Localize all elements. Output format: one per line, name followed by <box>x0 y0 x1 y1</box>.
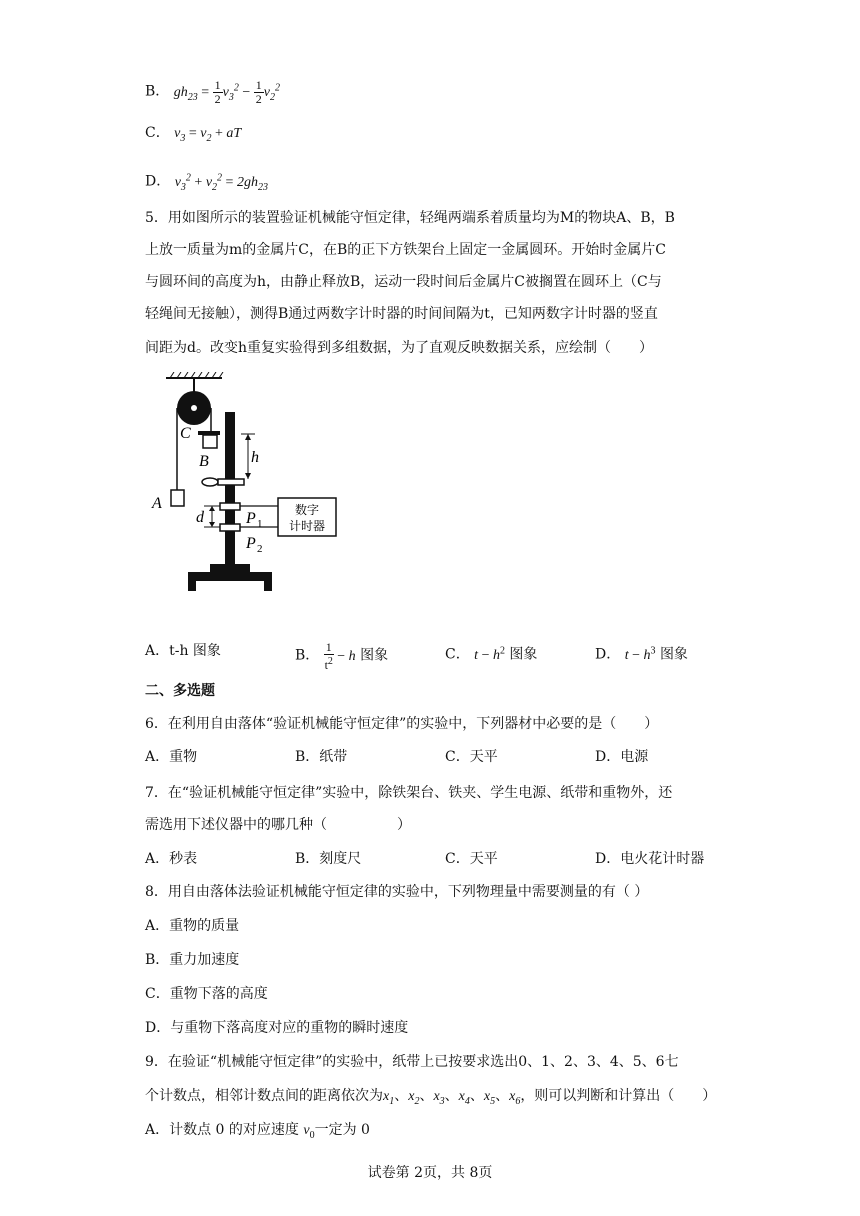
q7-option-a: A．秒表 <box>145 851 198 867</box>
label-h: h <box>251 449 259 466</box>
q4-option-b <box>145 78 280 107</box>
q6-option-a: A．重物 <box>145 749 198 765</box>
q5-option-c <box>445 641 537 666</box>
option-label: C． <box>445 646 470 663</box>
option-label: B． <box>145 83 170 100</box>
q5-option-a: A．t-h 图象 <box>145 643 221 659</box>
formula: $t - h^2$ <box>474 645 505 663</box>
option-label: B． <box>295 647 320 664</box>
q9-option-a <box>145 1120 370 1146</box>
timer-label-line1: 数字 <box>294 503 320 517</box>
q5-stem-line4: 轻绳间无接触），测得B通过两数字计时器的时间间隔为t，已知两数字计时器的竖直 <box>145 306 658 322</box>
section-title: 二、多选题 <box>145 683 215 699</box>
formula: $\frac{1}{t^2}$ − h <box>324 640 356 672</box>
option-text: 一定为 0 <box>314 1122 370 1138</box>
q9-stem-text: ，则可以判断和计算出（ ） <box>520 1088 717 1104</box>
label-b: B <box>199 453 209 470</box>
q5-stem-line5: 间距为d。改变h重复实验得到多组数据，为了直观反映数据关系，应绘制（ ） <box>145 340 653 356</box>
q6-option-d: D．电源 <box>595 749 649 765</box>
page-footer: 试卷第 2页，共 8页 <box>367 1165 493 1181</box>
q6-option-b: B．纸带 <box>295 749 348 765</box>
q5-option-b <box>295 641 388 672</box>
q5-stem-line2: 上放一质量为m的金属片C，在B的正下方铁架台上固定一金属圆环。开始时金属片C <box>145 242 666 258</box>
q8-stem: 8．用自由落体法验证机械能守恒定律的实验中，下列物理量中需要测量的有（ ） <box>145 884 649 900</box>
label-p2: P <box>246 535 256 552</box>
q5-stem-line3: 与圆环间的高度为h，由静止释放B，运动一段时间后金属片C被搁置在圆环上（C与 <box>145 274 662 290</box>
label-d: d <box>196 509 204 526</box>
q8-option-b: B．重力加速度 <box>145 952 240 968</box>
label-p1-sub: 1 <box>257 518 263 530</box>
option-suffix: 图象 <box>360 647 389 664</box>
apparatus-figure <box>150 372 380 597</box>
formula: $v_3 = v_2$ + aT <box>174 126 242 144</box>
option-suffix: 图象 <box>509 646 538 663</box>
q4-option-d <box>145 168 268 197</box>
q8-option-d: D．与重物下落高度对应的重物的瞬时速度 <box>145 1020 409 1036</box>
option-suffix: 图象 <box>659 646 688 663</box>
label-p1: P <box>246 510 256 527</box>
formula: $gh_{23}$ = $\frac{1}{2}$ $v_3^2$ − $\frac{1}{2}$ $v_2^2$ <box>173 77 280 106</box>
option-label: C． <box>145 125 170 141</box>
option-text: A．计数点 0 的对应速度 <box>145 1122 304 1138</box>
q9-stem-text: 个计数点，相邻计数点间的距离依次为 <box>145 1088 383 1104</box>
label-c: C <box>180 425 191 442</box>
q7-stem-line1: 7．在“验证机械能守恒定律”实验中，除铁架台、铁夹、学生电源、纸带和重物外，还 <box>145 785 673 801</box>
formula: $t - h^3$ <box>624 645 656 663</box>
q6-option-c: C．天平 <box>445 749 498 765</box>
q7-option-b: B．刻度尺 <box>295 851 362 867</box>
q8-option-a: A．重物的质量 <box>145 918 240 934</box>
q9-stem-line2 <box>145 1086 716 1112</box>
timer-label-line2: 计时器 <box>288 519 326 533</box>
label-a: A <box>152 495 162 512</box>
distance-symbols: $x_1$、$x_2$、$x_3$、$x_4$、$x_5$、$x_6$ <box>383 1089 521 1107</box>
q7-option-d: D．电火花计时器 <box>595 851 705 867</box>
option-label: D． <box>595 646 621 663</box>
q7-option-c: C．天平 <box>445 851 498 867</box>
q5-stem-line1: 5．用如图所示的装置验证机械能守恒定律，轻绳两端系着质量均为M的物块A、B，B <box>145 210 675 226</box>
q6-stem: 6．在利用自由落体“验证机械能守恒定律”的实验中，下列器材中必要的是（ ） <box>145 716 659 732</box>
q5-option-d <box>595 641 688 666</box>
formula: $v_3^2 + v_2^2 = 2gh_{23}$ <box>174 172 268 193</box>
q4-option-c <box>145 123 241 149</box>
label-p2-sub: 2 <box>257 543 263 555</box>
q9-stem-line1: 9．在验证“机械能守恒定律”的实验中，纸带上已按要求选出0、1、2、3、4、5、6七 <box>145 1054 679 1070</box>
q7-stem-line2: 需选用下述仪器中的哪几种（ ） <box>145 817 411 833</box>
q8-option-c: C．重物下落的高度 <box>145 986 268 1002</box>
option-label: D． <box>145 173 171 190</box>
velocity-symbol: $v_0$ <box>303 1123 315 1141</box>
